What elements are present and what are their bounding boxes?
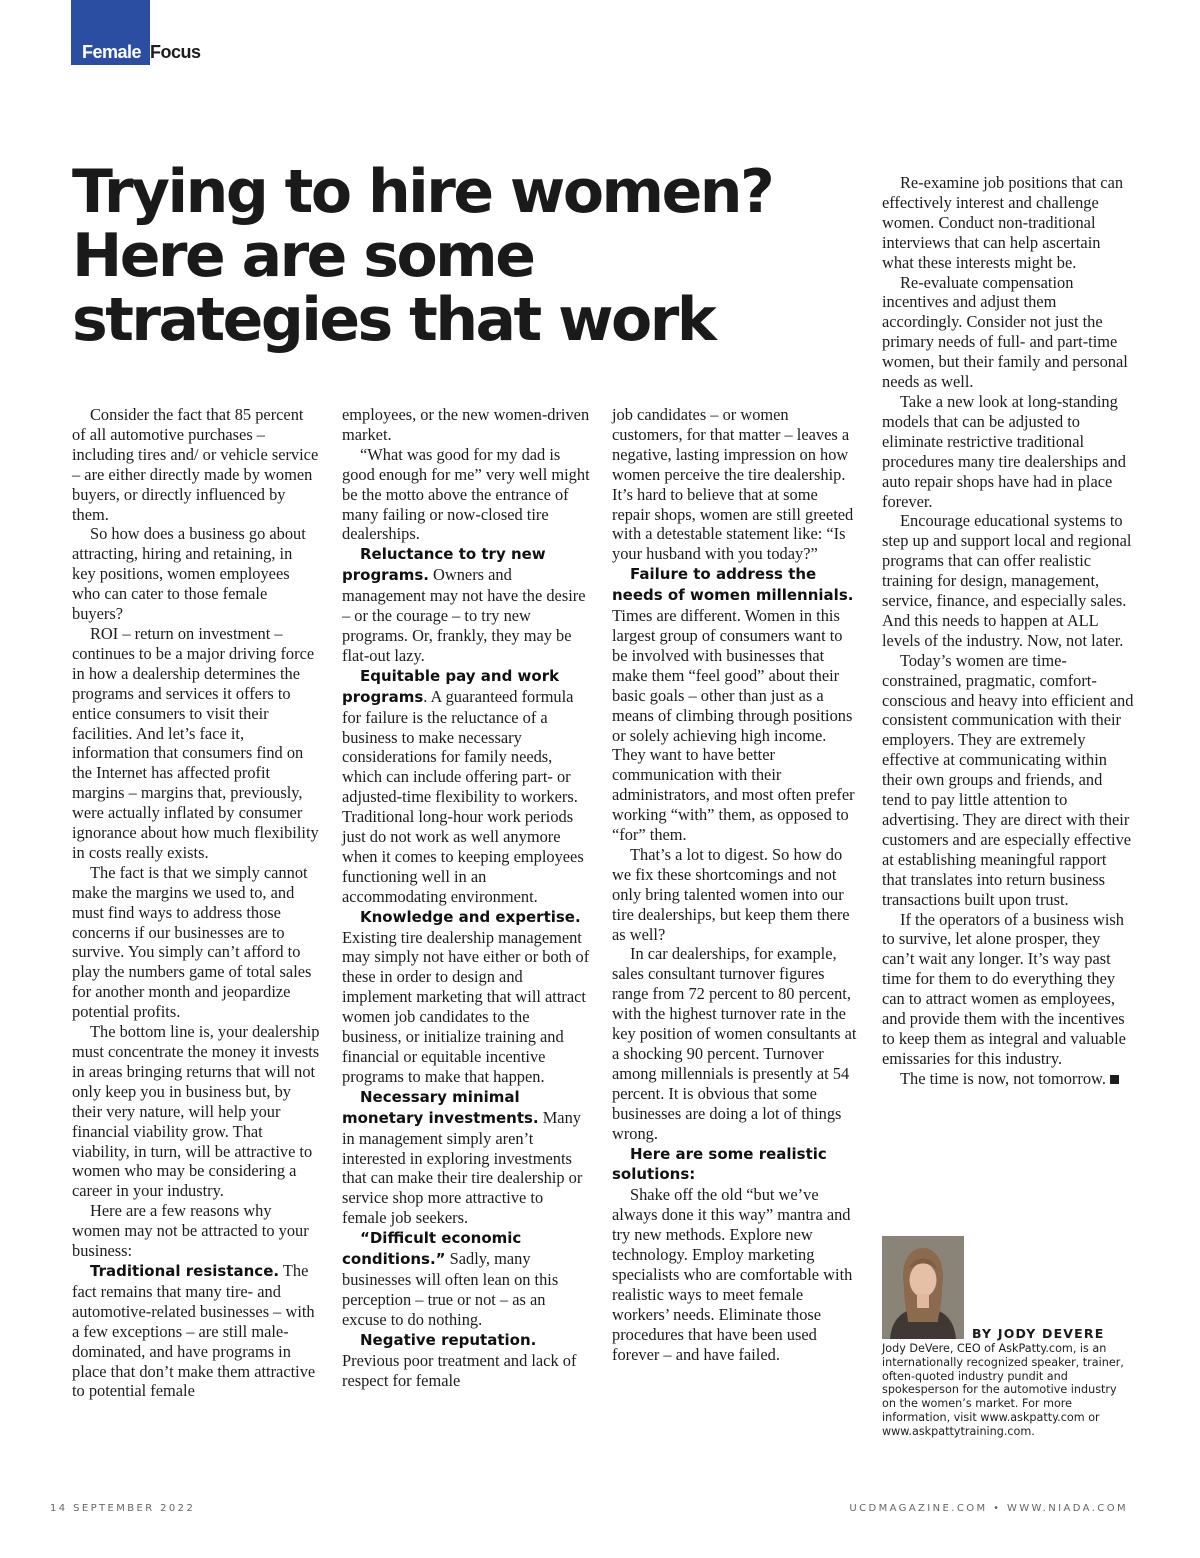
section-tag-first: Female (82, 42, 142, 62)
paragraph: Take a new look at long-standing models that can be adjusted to eliminate restrictive traditional procedures many tire dealerships and auto repair shops have had in place forever. (882, 391, 1126, 511)
author-bio: Jody DeVere, CEO of AskPatty.com, is an internationally recognized speaker, trainer, often-quoted industry pundit and spokesperson for the automotive industry on the women’s market. For more information, visit www.askpatty.com or www.askpattytraining.com. (882, 1342, 1124, 1438)
paragraph: ROI – return on investment – continues to be a major driving force in how a dealership determines the programs and services it offers to entice consumers to visit their facilities. And let’s face it, information that consumers find on the Internet has affected profit margins – margins that, previously, were actually inflated by consumer ignorance about how much flexibility in costs really exists. (72, 623, 319, 862)
subhead: Equitable pay and work programs (342, 666, 560, 706)
paragraph: The fact is that we simply cannot make the margins we used to, and must find ways to address those concerns if our businesses are to survive. You simply can’t afford to play the numbers game of total sales for another month and jeopardize potential profits. (72, 862, 312, 1022)
end-mark-icon (1110, 1075, 1119, 1084)
subhead: Failure to address the needs of women millennials. (612, 565, 854, 605)
author-byline: BY JODY DEVERE (972, 1326, 1105, 1341)
paragraph (342, 1330, 590, 1391)
paragraph: “What was good for my dad is good enough for me” very well might be the motto above the entrance of many failing or now-closed tire dealerships. (342, 444, 590, 544)
paragraph (342, 1087, 590, 1228)
paragraph: Today’s women are time-constrained, pragmatic, comfort-conscious and heavy into efficient and consistent communication with their employers. They are extremely effective at communicating within their own groups and friends, and tend to pay little attention to advertising. They are direct with their customers and are especially effective at establishing meaningful rapport that translates into return business transactions built upon trust. (882, 650, 1134, 909)
paragraph: job candidates – or women customers, for that matter – leaves a negative, lasting impression on how women perceive the tire dealership. It’s hard to believe that at some repair shops, women are still greeted with a detestable statement like: “Is your husband with you today?” (612, 405, 854, 564)
paragraph: That’s a lot to digest. So how do we fix these shortcomings and not only bring talented women into our tire dealerships, but keep them there as well? (612, 844, 850, 944)
paragraph-text: Owners and management may not have the desire – or the courage – to try new programs. Or, frankly, they may be flat-out lazy. (342, 565, 586, 665)
paragraph (882, 1069, 1134, 1089)
article-column-1 (72, 405, 320, 1401)
paragraph: employees, or the new women-driven market. (342, 405, 590, 444)
footer-website: UCDMAGAZINE.COM • WWW.NIADA.COM (849, 1503, 1128, 1514)
headline-line-1: Trying to hire women? (72, 157, 773, 227)
paragraph-text: Many in management simply aren’t interested in exploring investments that can make their tire dealership or service shop more attractive to female job seekers. (342, 1107, 583, 1228)
paragraph: Encourage educational systems to step up and support local and regional programs that can offer realistic training for design, management, service, finance, and especially sales. And this needs to happen at ALL levels of the industry. Now, not later. (882, 511, 1132, 650)
footer-page-date: 14 SEPTEMBER 2022 (50, 1503, 196, 1514)
paragraph-text: The time is now, not tomorrow. (900, 1068, 1106, 1088)
paragraph-text: Existing tire dealership management may simply not have either or both of these in order to design and implement marketing that will attract women job candidates to the business, or initialize training and financial or equitable incentive programs to make that happen. (342, 927, 590, 1086)
article-column-4 (882, 173, 1134, 1089)
paragraph-text: Previous poor treatment and lack of respect for female (342, 1350, 577, 1390)
subhead: Knowledge and expertise. (360, 907, 581, 926)
author-portrait-image (882, 1236, 964, 1339)
article-headline (72, 157, 852, 355)
paragraph: Consider the fact that 85 percent of all automotive purchases – including tires and/ or vehicle service – are either directly made by women buyers, or directly influenced by them. (72, 405, 319, 524)
paragraph-text: The fact remains that many tire- and automotive-related businesses – with a few exceptions – are still male-dominated, and have programs in place that don’t make them attractive to potential female (72, 1260, 316, 1401)
paragraph-text: Sadly, many businesses will often lean on this perception – true or not – as an excuse to do nothing. (342, 1249, 559, 1329)
headline-line-3: strategies that work (72, 285, 715, 355)
paragraph (342, 544, 590, 665)
paragraph-text: . A guaranteed formula for failure is the reluctance of a business to make necessary considerations for family needs, which can include offering part- or adjusted-time flexibility to workers. Traditional long-hour work periods just do not work as well anymore when it comes to keeping employees functioning well in an accommodating environment. (342, 686, 584, 906)
paragraph: Here are a few reasons why women may not be attracted to your business: (72, 1201, 309, 1261)
paragraph: The bottom line is, your dealership must concentrate the money it invests in areas bringing returns that will not only keep you in business but, by their very nature, will help your financial viability grow. That viability, in turn, will be attractive to women who may be considering a career in your industry. (72, 1022, 320, 1201)
paragraph-text: Times are different. Women in this largest group of consumers want to be involved with businesses that make them “feel good” about their basic goals – other than just as a means of climbing through positions or solely achieving high income. They want to have better communication with their administrators, and most often prefer working “with” them, as opposed to “for” them. (612, 606, 855, 845)
subhead: Necessary minimal monetary investments. (342, 1087, 539, 1127)
subhead-block (612, 1144, 860, 1186)
paragraph (342, 1228, 590, 1330)
section-tag-second: Focus (150, 42, 201, 62)
subhead: Here are some realistic solutions: (612, 1144, 827, 1184)
paragraph (342, 666, 590, 907)
subhead: “Difficult economic conditions.” (342, 1229, 522, 1269)
article-column-2 (342, 405, 590, 1390)
paragraph (342, 907, 590, 1087)
paragraph: In car dealerships, for example, sales consultant turnover figures range from 72 percent to 80 percent, with the highest turnover rate in the key position of women consultants at a shocking 90 percent. Turnover among millennials is presently at 54 percent. It is obvious that some businesses are doing a lot of things wrong. (612, 944, 857, 1143)
paragraph (612, 564, 860, 845)
paragraph (72, 1261, 320, 1401)
section-tag (71, 0, 211, 65)
paragraph: Shake off the old “but we’ve always done it this way” mantra and try new methods. Explore new technology. Employ marketing specialists who are comfortable with realistic ways to meet female workers’ needs. Eliminate those procedures that have been used forever – and have failed. (612, 1185, 853, 1364)
headline-line-2: Here are some (72, 221, 534, 291)
paragraph: So how does a business go about attracting, hiring and retaining, in key positions, women employees who can cater to those female buyers? (72, 524, 306, 624)
paragraph: Re-evaluate compensation incentives and adjust them accordingly. Consider not just the primary needs of full- and part-time women, but their family and personal needs as well. (882, 272, 1128, 392)
paragraph: If the operators of a business wish to survive, let alone prosper, they can’t wait any longer. It’s way past time for them to do everything they can to attract women as employees, and provide them with the incentives to keep them as integral and valuable emissaries for this industry. (882, 909, 1126, 1068)
subhead: Traditional resistance. (90, 1261, 280, 1280)
paragraph: Re-examine job positions that can effectively interest and challenge women. Conduct non-traditional interviews that can help ascertain what these interests might be. (882, 173, 1124, 272)
article-column-3 (612, 405, 860, 1365)
subhead: Reluctance to try new programs. (342, 545, 546, 585)
subhead: Negative reputation. (360, 1330, 537, 1349)
author-photo (882, 1236, 964, 1339)
